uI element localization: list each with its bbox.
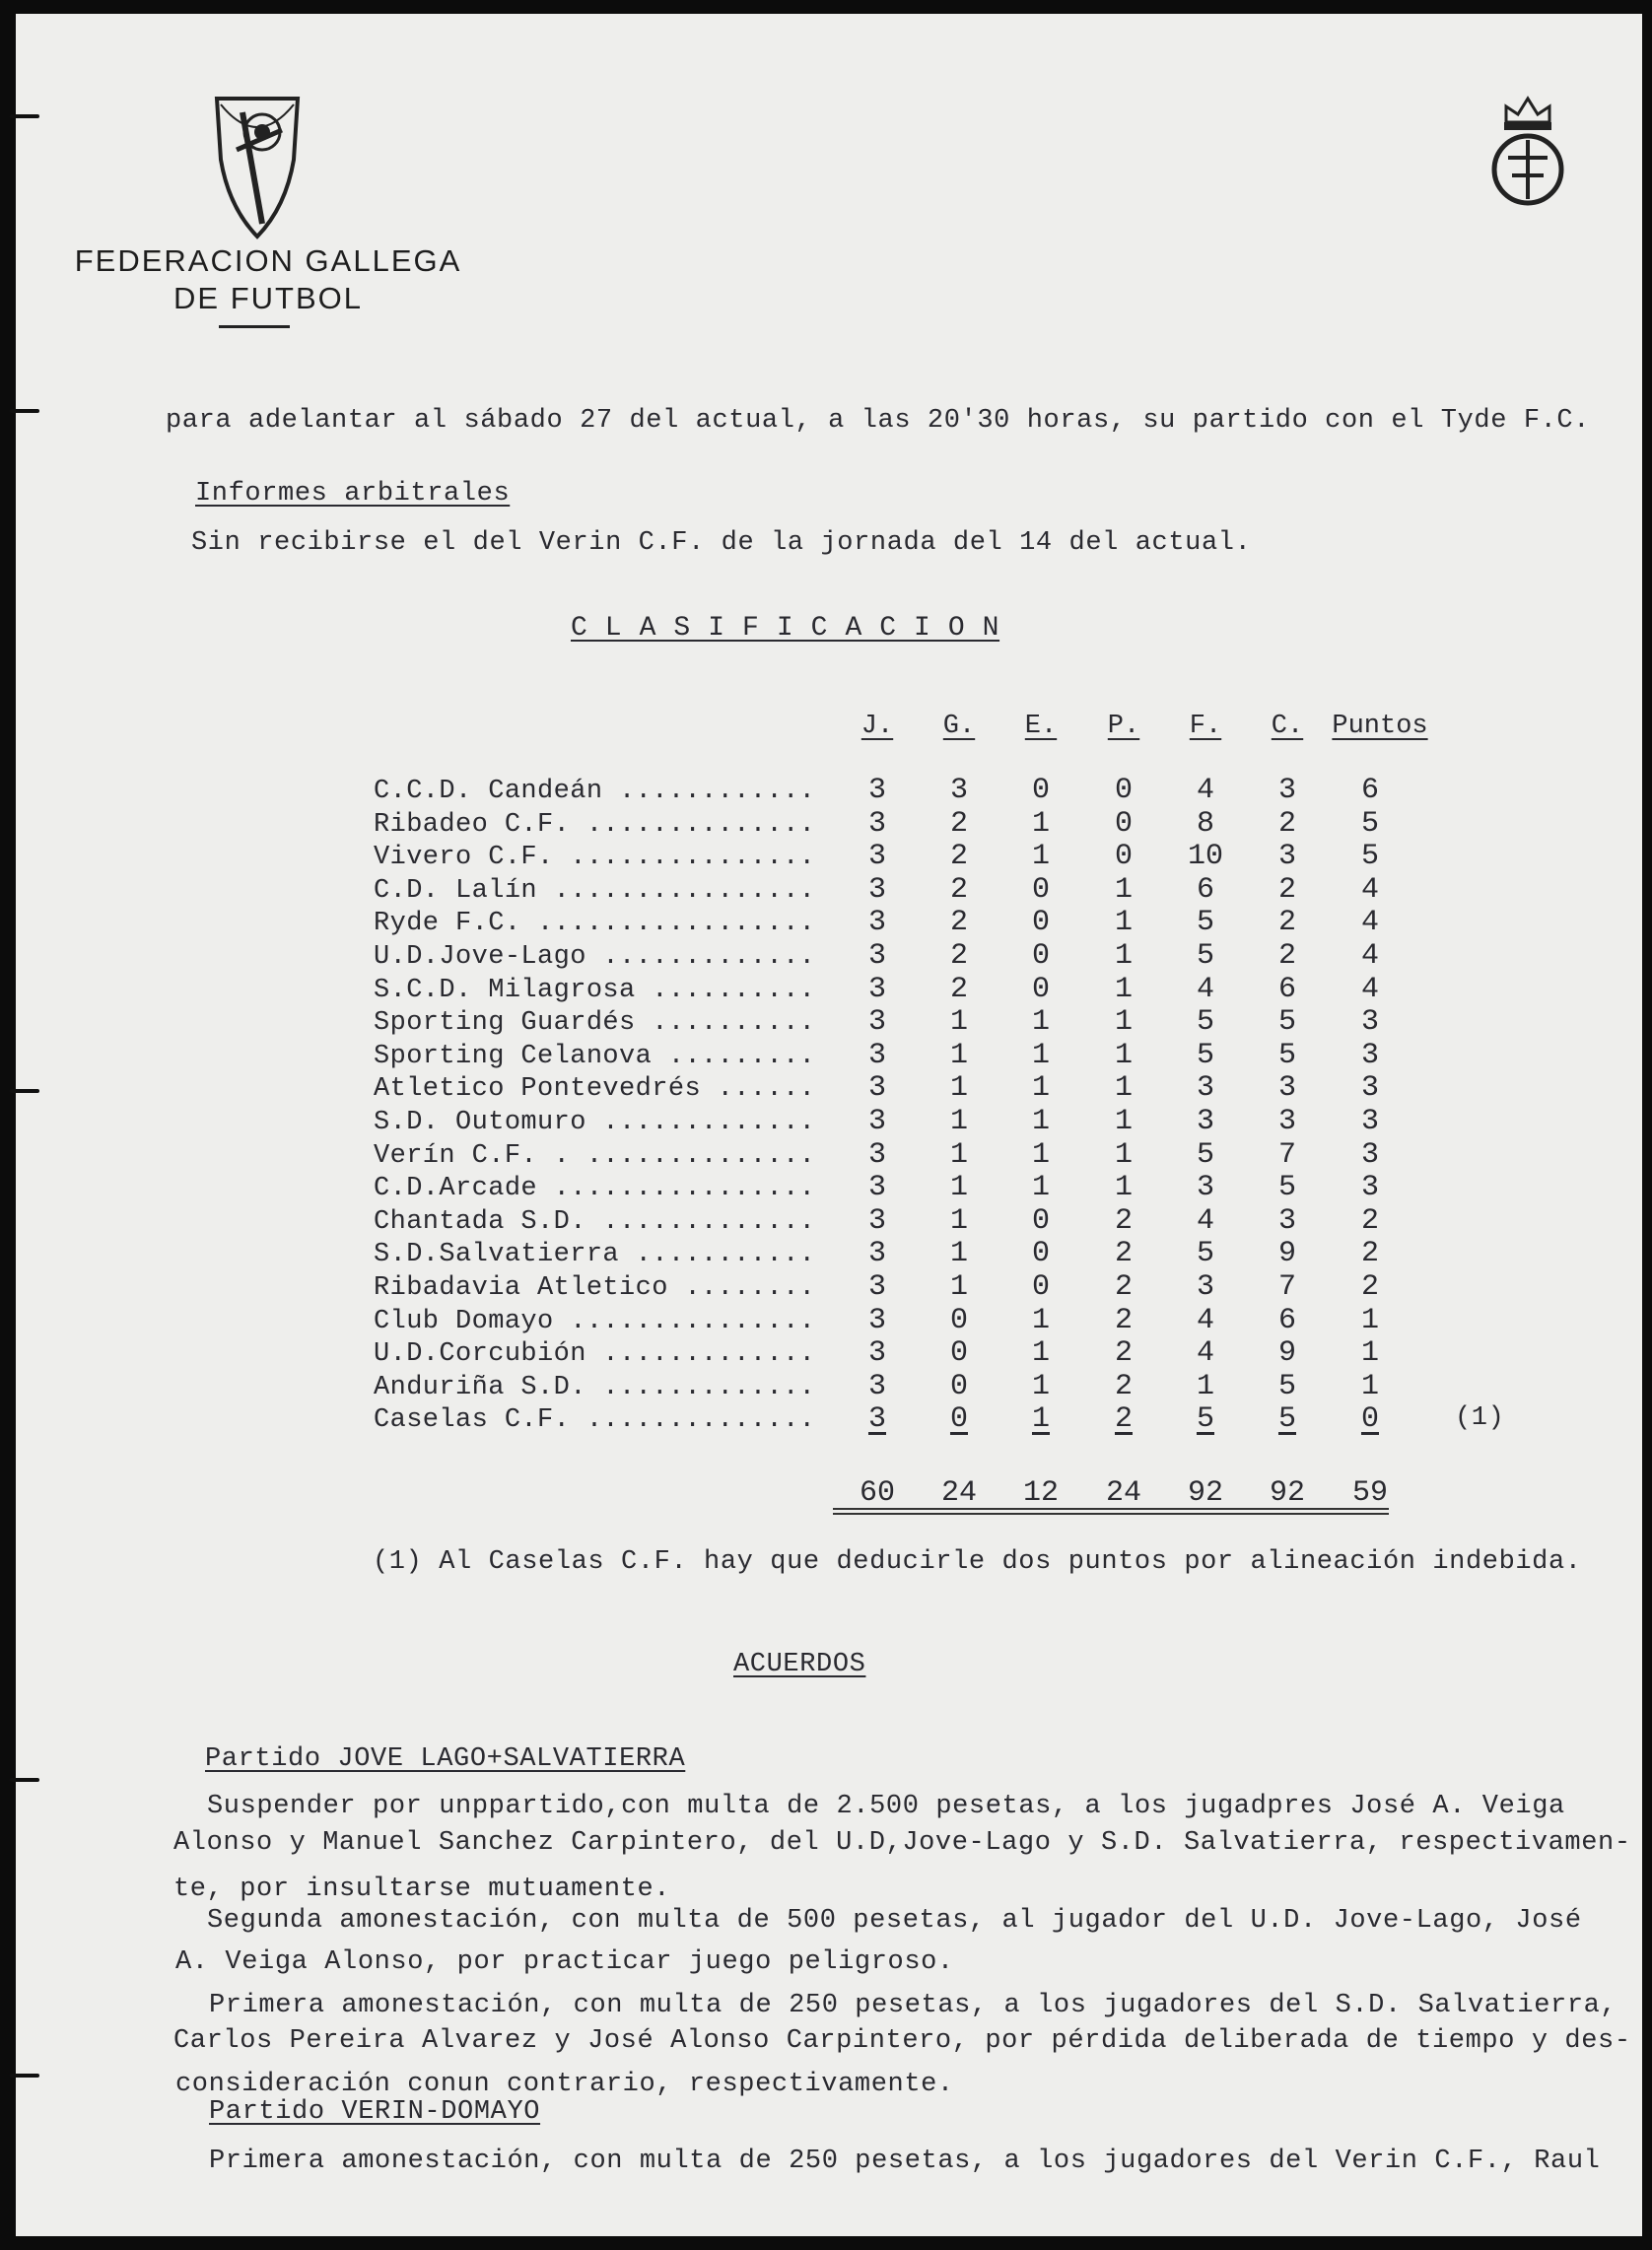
team-name: Ribadeo C.F. .............. <box>374 809 816 840</box>
stat-cell-p: 1 <box>1114 1171 1133 1205</box>
stat-cell-c: 2 <box>1277 906 1296 940</box>
federation-name-line2: DE FUTBOL <box>173 281 363 315</box>
total-cell: 92 <box>1187 1476 1223 1510</box>
team-name: Vivero C.F. ............... <box>374 843 816 873</box>
stat-cell-f: 5 <box>1196 1137 1214 1172</box>
stat-cell-p: 0 <box>1114 774 1133 807</box>
stat-cell-g: 2 <box>949 939 968 973</box>
stat-cell-j: 3 <box>867 1105 886 1138</box>
stat-cell-f: 4 <box>1196 1203 1214 1238</box>
stat-cell-p: 2 <box>1114 1303 1133 1337</box>
stat-cell-c: 2 <box>1277 939 1296 973</box>
body-line: Primera amonestación, con multa de 250 pesetas, a los jugadores del Verin C.F., Raul <box>209 2147 1601 2176</box>
stat-cell-pts: 4 <box>1360 906 1379 940</box>
team-name: Sporting Celanova ......... <box>374 1041 816 1071</box>
total-cell: 60 <box>859 1476 895 1510</box>
stat-cell-j: 3 <box>867 1270 886 1304</box>
stat-cell-j: 3 <box>867 1203 886 1238</box>
stat-cell-f: 5 <box>1196 1237 1214 1271</box>
stat-cell-p: 1 <box>1114 906 1133 940</box>
stat-cell-g: 1 <box>949 1071 968 1106</box>
team-name: Chantada S.D. ............. <box>374 1206 816 1237</box>
stat-cell-e: 1 <box>1031 1336 1050 1371</box>
stat-cell-p: 2 <box>1114 1369 1133 1403</box>
stat-cell-f: 5 <box>1196 1038 1214 1072</box>
stat-cell-f: 3 <box>1196 1071 1214 1106</box>
team-name: C.C.D. Candeán ............ <box>374 777 816 806</box>
col-header: C. <box>1271 712 1304 741</box>
acuerdos-heading: ACUERDOS <box>733 1650 866 1679</box>
stat-cell-pts: 3 <box>1360 1071 1379 1106</box>
federation-name-line1: FEDERACION GALLEGA <box>74 243 462 278</box>
federation-name <box>51 242 485 317</box>
stat-cell-pts: 3 <box>1360 1137 1379 1172</box>
stat-cell-c: 6 <box>1277 972 1296 1006</box>
stat-cell-p: 1 <box>1114 1105 1133 1138</box>
stat-cell-j: 3 <box>867 774 886 807</box>
crown-emblem-logo <box>1484 93 1571 217</box>
team-name: Caselas C.F. .............. <box>374 1405 816 1436</box>
stat-cell-c: 2 <box>1277 872 1296 907</box>
total-cell: 59 <box>1351 1476 1388 1510</box>
stat-cell-f: 4 <box>1196 774 1214 807</box>
stat-cell-pts: 4 <box>1360 872 1379 907</box>
team-name: Ryde F.C. ................. <box>374 909 816 939</box>
stat-cell-p: 2 <box>1114 1203 1133 1238</box>
stat-cell-e: 1 <box>1031 806 1050 841</box>
stat-cell-p: 1 <box>1114 972 1133 1006</box>
stat-cell-f: 5 <box>1196 1005 1214 1040</box>
stat-cell-e: 0 <box>1031 1237 1050 1271</box>
stat-cell-c: 5 <box>1277 1171 1296 1205</box>
stat-cell-j: 3 <box>867 1369 886 1403</box>
stat-cell-g: 0 <box>949 1336 968 1371</box>
letterhead-rule <box>219 325 290 328</box>
stat-cell-c: 3 <box>1277 1105 1296 1138</box>
stat-cell-e: 0 <box>1031 972 1050 1006</box>
stat-cell-f: 6 <box>1196 872 1214 907</box>
stat-cell-e: 0 <box>1031 906 1050 940</box>
stat-cell-p: 1 <box>1114 1005 1133 1040</box>
stat-cell-p: 2 <box>1114 1402 1133 1437</box>
stat-cell-j: 3 <box>867 939 886 973</box>
stat-cell-e: 1 <box>1031 1402 1050 1437</box>
stat-cell-e: 1 <box>1031 840 1050 874</box>
team-name: Anduriña S.D. ............. <box>374 1372 816 1402</box>
stat-cell-c: 5 <box>1277 1402 1296 1437</box>
partido2-heading: Partido VERIN-DOMAYO <box>209 2097 541 2127</box>
stat-cell-g: 1 <box>949 1038 968 1072</box>
stat-cell-j: 3 <box>867 1303 886 1337</box>
stat-cell-c: 3 <box>1277 840 1296 874</box>
stat-cell-e: 1 <box>1031 1005 1050 1040</box>
stat-cell-f: 5 <box>1196 906 1214 940</box>
clasificacion-title: C L A S I F I C A C I O N <box>571 613 1000 644</box>
body-line: A. Veiga Alonso, por practicar juego peligroso. <box>175 1947 954 1977</box>
col-header: J. <box>860 712 894 741</box>
team-name: U.D.Corcubión ............. <box>374 1339 816 1370</box>
stat-cell-j: 3 <box>867 1402 886 1437</box>
team-name: Atletico Pontevedrés ...... <box>374 1074 816 1105</box>
stat-cell-g: 0 <box>949 1369 968 1403</box>
stat-cell-f: 8 <box>1196 806 1214 841</box>
standings-footnote: (1) Al Caselas C.F. hay que deducirle dos puntos por alineación indebida. <box>373 1547 1582 1577</box>
col-header: E. <box>1024 712 1058 741</box>
stat-cell-pts: 3 <box>1360 1038 1379 1072</box>
stat-cell-pts: 1 <box>1360 1336 1379 1371</box>
stat-cell-f: 3 <box>1196 1270 1214 1304</box>
stat-cell-p: 2 <box>1114 1336 1133 1371</box>
stat-cell-g: 1 <box>949 1237 968 1271</box>
stat-cell-j: 3 <box>867 906 886 940</box>
binding-mark <box>10 1778 39 1782</box>
stat-cell-pts: 3 <box>1360 1005 1379 1040</box>
document-page <box>16 14 1642 2236</box>
total-cell: 12 <box>1022 1476 1059 1510</box>
stat-cell-f: 4 <box>1196 972 1214 1006</box>
stat-cell-g: 1 <box>949 1171 968 1205</box>
stat-cell-g: 1 <box>949 1203 968 1238</box>
stat-cell-g: 3 <box>949 774 968 807</box>
team-name: Club Domayo ............... <box>374 1306 816 1336</box>
stat-cell-e: 0 <box>1031 872 1050 907</box>
stat-cell-j: 3 <box>867 840 886 874</box>
body-line: consideración conun contrario, respectivamente. <box>175 2070 954 2099</box>
stat-cell-p: 1 <box>1114 872 1133 907</box>
stat-cell-f: 3 <box>1196 1171 1214 1205</box>
stat-cell-pts: 4 <box>1360 972 1379 1006</box>
team-name: Sporting Guardés .......... <box>374 1008 816 1039</box>
total-cell: 24 <box>1105 1476 1141 1510</box>
stat-cell-p: 0 <box>1114 806 1133 841</box>
stat-cell-p: 2 <box>1114 1237 1133 1271</box>
stat-cell-g: 0 <box>949 1402 968 1437</box>
stat-cell-pts: 5 <box>1360 806 1379 841</box>
stat-cell-j: 3 <box>867 1071 886 1106</box>
col-header: P. <box>1107 712 1140 741</box>
stat-cell-j: 3 <box>867 1005 886 1040</box>
federation-shield-logo <box>213 91 302 240</box>
body-line: Alonso y Manuel Sanchez Carpintero, del U.D,Jove-Lago y S.D. Salvatierra, respectivamen- <box>173 1828 1631 1858</box>
stat-cell-pts: 0 <box>1360 1402 1379 1437</box>
stat-cell-c: 3 <box>1277 1071 1296 1106</box>
stat-cell-c: 5 <box>1277 1005 1296 1040</box>
stat-cell-p: 1 <box>1114 939 1133 973</box>
total-cell: 92 <box>1269 1476 1305 1510</box>
col-header: G. <box>942 712 976 741</box>
row-footnote-marker: (1) <box>1455 1403 1505 1434</box>
stat-cell-j: 3 <box>867 1237 886 1271</box>
stat-cell-c: 7 <box>1277 1270 1296 1304</box>
stat-cell-c: 3 <box>1277 774 1296 807</box>
col-header: Puntos <box>1332 712 1428 741</box>
stat-cell-c: 7 <box>1277 1137 1296 1172</box>
stat-cell-g: 2 <box>949 840 968 874</box>
body-line: Carlos Pereira Alvarez y José Alonso Carpintero, por pérdida deliberada de tiempo y des- <box>173 2026 1631 2056</box>
stat-cell-e: 0 <box>1031 1203 1050 1238</box>
stat-cell-e: 1 <box>1031 1369 1050 1403</box>
stat-cell-e: 1 <box>1031 1171 1050 1205</box>
stat-cell-j: 3 <box>867 972 886 1006</box>
stat-cell-c: 5 <box>1277 1369 1296 1403</box>
stat-cell-pts: 3 <box>1360 1105 1379 1138</box>
informes-text: Sin recibirse el del Verin C.F. de la jornada del 14 del actual. <box>191 528 1252 558</box>
stat-cell-g: 1 <box>949 1270 968 1304</box>
stat-cell-g: 2 <box>949 972 968 1006</box>
stat-cell-g: 0 <box>949 1303 968 1337</box>
stat-cell-g: 1 <box>949 1005 968 1040</box>
stat-cell-pts: 2 <box>1360 1237 1379 1271</box>
team-name: C.D. Lalín ................ <box>374 875 816 906</box>
stat-cell-c: 6 <box>1277 1303 1296 1337</box>
stat-cell-e: 1 <box>1031 1105 1050 1138</box>
stat-cell-p: 1 <box>1114 1137 1133 1172</box>
team-name: Verín C.F. . .............. <box>374 1140 816 1171</box>
stat-cell-j: 3 <box>867 806 886 841</box>
team-name: Ribadavia Atletico ........ <box>374 1273 816 1303</box>
stat-cell-g: 2 <box>949 806 968 841</box>
stat-cell-f: 10 <box>1187 840 1223 874</box>
stat-cell-e: 0 <box>1031 939 1050 973</box>
stat-cell-f: 1 <box>1196 1369 1214 1403</box>
stat-cell-p: 2 <box>1114 1270 1133 1304</box>
total-cell: 24 <box>940 1476 977 1510</box>
stat-cell-pts: 4 <box>1360 939 1379 973</box>
body-line: Primera amonestación, con multa de 250 pesetas, a los jugadores del S.D. Salvatierra, <box>209 1991 1618 2020</box>
stat-cell-f: 5 <box>1196 1402 1214 1437</box>
stat-cell-c: 9 <box>1277 1336 1296 1371</box>
stat-cell-e: 1 <box>1031 1303 1050 1337</box>
stat-cell-c: 3 <box>1277 1203 1296 1238</box>
stat-cell-j: 3 <box>867 1336 886 1371</box>
stat-cell-e: 0 <box>1031 1270 1050 1304</box>
stat-cell-e: 0 <box>1031 774 1050 807</box>
stat-cell-f: 3 <box>1196 1105 1214 1138</box>
team-name: S.C.D. Milagrosa .......... <box>374 975 816 1005</box>
team-name: S.D. Outomuro ............. <box>374 1108 816 1137</box>
binding-mark <box>10 409 39 413</box>
stat-cell-c: 9 <box>1277 1237 1296 1271</box>
partido1-heading: Partido JOVE LAGO+SALVATIERRA <box>205 1744 686 1774</box>
stat-cell-p: 0 <box>1114 840 1133 874</box>
stat-cell-j: 3 <box>867 1038 886 1072</box>
stat-cell-c: 2 <box>1277 806 1296 841</box>
stat-cell-p: 1 <box>1114 1071 1133 1106</box>
team-name: C.D.Arcade ................ <box>374 1174 816 1204</box>
body-line: te, por insultarse mutuamente. <box>173 1875 671 1904</box>
stat-cell-g: 2 <box>949 906 968 940</box>
stat-cell-p: 1 <box>1114 1038 1133 1072</box>
team-name: S.D.Salvatierra ........... <box>374 1240 816 1270</box>
stat-cell-pts: 1 <box>1360 1303 1379 1337</box>
stat-cell-f: 5 <box>1196 939 1214 973</box>
binding-mark <box>10 2074 39 2078</box>
stat-cell-g: 1 <box>949 1105 968 1138</box>
stat-cell-e: 1 <box>1031 1038 1050 1072</box>
stat-cell-e: 1 <box>1031 1071 1050 1106</box>
stat-cell-f: 4 <box>1196 1336 1214 1371</box>
stat-cell-c: 5 <box>1277 1038 1296 1072</box>
informes-heading: Informes arbitrales <box>195 479 511 509</box>
stat-cell-pts: 2 <box>1360 1203 1379 1238</box>
stat-cell-g: 1 <box>949 1137 968 1172</box>
binding-mark <box>10 114 39 118</box>
stat-cell-e: 1 <box>1031 1137 1050 1172</box>
stat-cell-j: 3 <box>867 872 886 907</box>
body-line: Suspender por unppartido,con multa de 2.500 pesetas, a los jugadpres José A. Veiga <box>207 1792 1565 1821</box>
intro-line: para adelantar al sábado 27 del actual, a las 20'30 horas, su partido con el Tyde F.C. <box>166 406 1591 436</box>
stat-cell-pts: 6 <box>1360 774 1379 807</box>
stat-cell-g: 2 <box>949 872 968 907</box>
team-name: U.D.Jove-Lago ............. <box>374 942 816 972</box>
stat-cell-pts: 5 <box>1360 840 1379 874</box>
stat-cell-j: 3 <box>867 1171 886 1205</box>
stat-cell-pts: 3 <box>1360 1171 1379 1205</box>
stat-cell-pts: 2 <box>1360 1270 1379 1304</box>
stat-cell-f: 4 <box>1196 1303 1214 1337</box>
stat-cell-j: 3 <box>867 1137 886 1172</box>
totals-double-rule <box>833 1508 1389 1515</box>
body-line: Segunda amonestación, con multa de 500 pesetas, al jugador del U.D. Jove-Lago, José <box>207 1906 1582 1936</box>
stat-cell-pts: 1 <box>1360 1369 1379 1403</box>
col-header: F. <box>1189 712 1222 741</box>
binding-mark <box>10 1089 39 1093</box>
